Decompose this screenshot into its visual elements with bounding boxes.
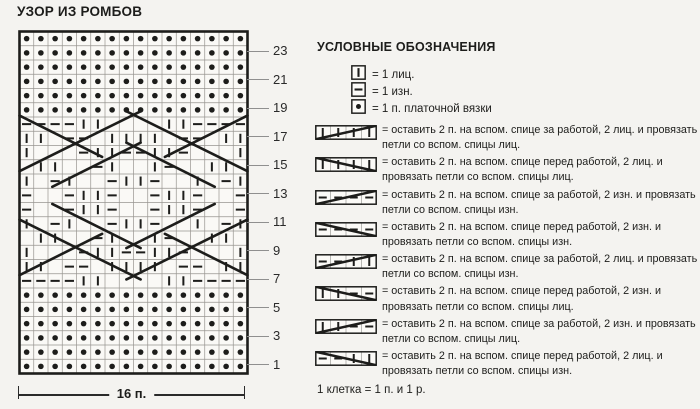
legend-title: УСЛОВНЫЕ ОБОЗНАЧЕНИЯ — [317, 40, 496, 54]
legend-basic-items — [351, 66, 699, 117]
row-number-label: 7 — [273, 271, 281, 287]
legend-cable-item — [315, 252, 699, 284]
row-number-label: 3 — [273, 328, 281, 344]
legend-cable-item — [315, 284, 699, 316]
row-number-label: 17 — [273, 128, 288, 144]
row-tick-line — [247, 364, 269, 365]
row-tick-line — [247, 108, 269, 109]
measure-left-tick — [18, 386, 19, 399]
legend-cable-item — [315, 349, 699, 381]
row-tick-line — [247, 307, 269, 308]
legend-basic-item-text: = 1 п. платочной вязки — [372, 102, 492, 115]
legend-cable-item-text: = оставить 2 п. на вспом. спице перед работой, 2 лиц. и провязать петли со вспом. спицы изн. — [382, 350, 663, 378]
row-number-label: 1 — [273, 356, 281, 372]
legend-cable-item-text: = оставить 2 п. на вспом. спице за работой, 2 лиц. и провязать петли со вспом. спицы изн. — [382, 253, 698, 281]
row-number-label: 19 — [273, 100, 288, 116]
row-number-label: 11 — [273, 214, 287, 230]
row-number-label: 23 — [273, 43, 288, 59]
width-measure-label: 16 п. — [109, 386, 155, 401]
row-number-label: 21 — [273, 71, 288, 87]
stitch-chart — [18, 30, 249, 380]
row-tick-line — [247, 51, 269, 52]
legend-cable-item-text: = оставить 2 п. на вспом. спице перед работой, 2 лиц. и провязать петли со вспом. спицы лиц. — [382, 156, 663, 184]
garter-stitch-cell-icon — [351, 99, 366, 119]
legend-cable-item — [315, 123, 699, 155]
row-tick-line — [247, 79, 269, 80]
cable-2-2-back-purl-knit-icon — [315, 319, 377, 339]
row-tick-line — [247, 222, 269, 223]
page-title: УЗОР ИЗ РОМБОВ — [17, 4, 143, 19]
legend-cable-item-text: = оставить 2 п. на вспом. спице перед работой, 2 изн. и провязать петли со вспом. спицы лиц. — [382, 285, 662, 313]
legend-cable-item — [315, 317, 699, 349]
row-number-label: 5 — [273, 299, 281, 315]
cable-2-2-back-purl-icon — [315, 190, 377, 210]
row-tick-line — [247, 250, 269, 251]
row-tick-line — [247, 193, 269, 194]
legend-cable-item-text: = оставить 2 п. на вспом. спице перед работой, 2 изн. и провязать петли со вспом. спицы изн. — [382, 220, 662, 248]
legend-cable-item-text: = оставить 2 п. на вспом. спице за работой, 2 лиц. и провязать петли со вспом. спицы лиц. — [382, 124, 698, 152]
legend-cable-items — [315, 123, 699, 381]
legend-cable-item — [315, 220, 699, 252]
cable-2-2-front-purl-icon — [315, 222, 377, 242]
width-measure — [18, 384, 245, 400]
legend-basic-item — [351, 83, 699, 100]
cable-2-2-back-knit-icon — [315, 125, 377, 145]
legend-basic-item — [351, 66, 699, 83]
legend-footer: 1 клетка = 1 п. и 1 р. — [317, 384, 426, 397]
legend-cable-item-text: = оставить 2 п. на вспом. спице за работой, 2 изн. и провязать петли со вспом. спицы изн. — [382, 188, 696, 216]
measure-right-tick — [244, 386, 245, 399]
row-tick-line — [247, 165, 269, 166]
legend-cable-item — [315, 188, 699, 220]
cable-2-2-back-knit-purl-icon — [315, 254, 377, 274]
legend-basic-item-text: = 1 лиц. — [372, 68, 415, 81]
row-tick-line — [247, 136, 269, 137]
stitch-chart-svg — [18, 30, 249, 375]
cable-2-2-front-knit-purl-icon — [315, 351, 377, 371]
cable-2-2-front-purl-knit-icon — [315, 286, 377, 306]
legend-basic-item — [351, 100, 699, 117]
row-tick-line — [247, 279, 269, 280]
legend — [315, 40, 699, 396]
row-number-label: 13 — [273, 185, 288, 201]
row-number-label: 9 — [273, 242, 281, 258]
legend-cable-item — [315, 155, 699, 187]
row-number-label: 15 — [273, 157, 288, 173]
cable-2-2-front-knit-icon — [315, 157, 377, 177]
row-tick-line — [247, 336, 269, 337]
legend-basic-item-text: = 1 изн. — [372, 85, 413, 98]
legend-cable-item-text: = оставить 2 п. на вспом. спице за работой, 2 изн. и провязать петли со вспом. спицы лиц. — [382, 317, 696, 345]
